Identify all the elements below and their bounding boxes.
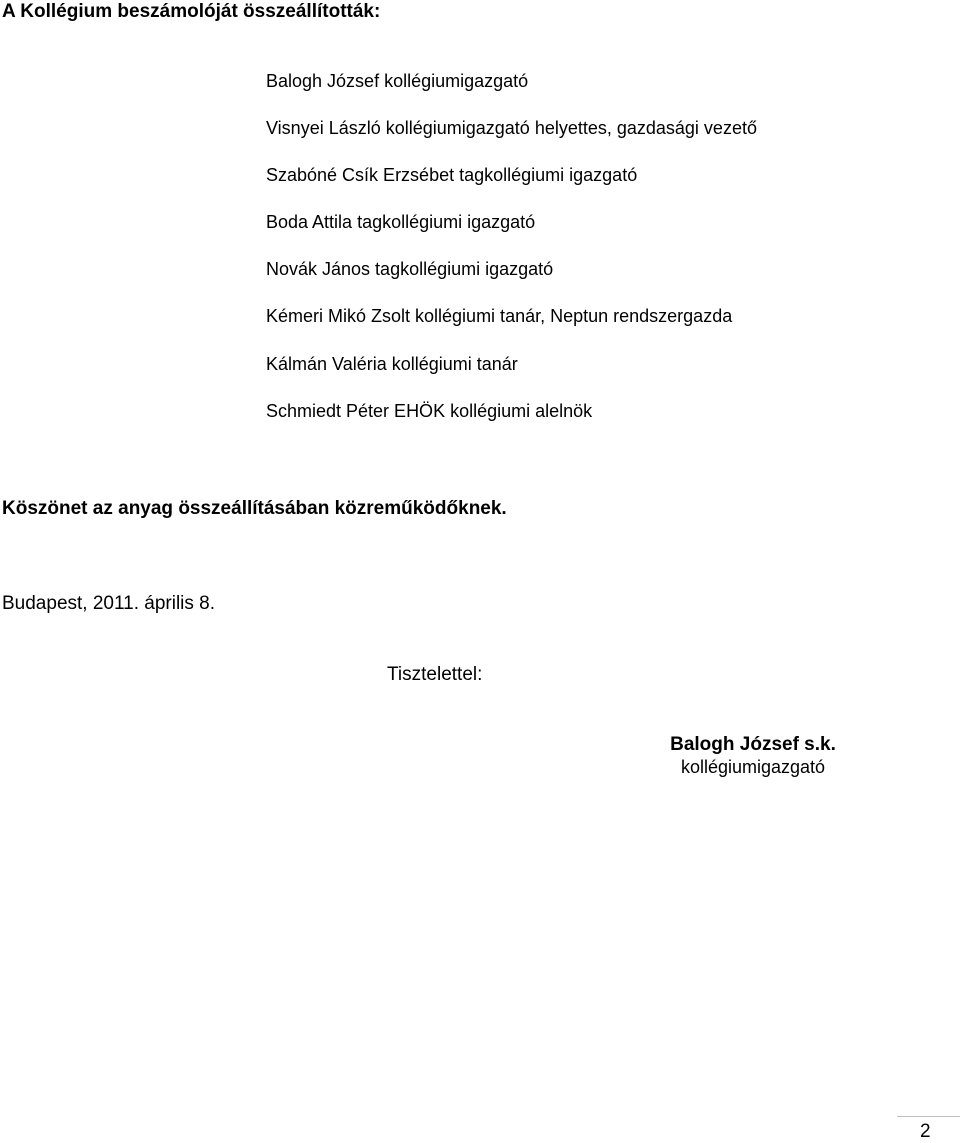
footer-rule — [897, 1116, 960, 1117]
author-item: Szabóné Csík Erzsébet tagkollégiumi igazgató — [266, 165, 638, 186]
place-date: Budapest, 2011. április 8. — [2, 593, 216, 614]
author-item: Schmiedt Péter EHÖK kollégiumi alelnök — [266, 400, 593, 421]
section-heading: A Kollégium beszámolóját összeállították: — [2, 1, 381, 22]
closing-greeting: Tisztelettel: — [387, 664, 483, 685]
signatory-role: kollégiumigazgató — [680, 757, 826, 777]
author-item: Boda Attila tagkollégiumi igazgató — [266, 212, 536, 233]
page-number: 2 — [920, 1121, 931, 1142]
author-item: Kálmán Valéria kollégiumi tanár — [266, 353, 518, 374]
author-item: Balogh József kollégiumigazgató — [266, 71, 529, 91]
signatory-name: Balogh József s.k. — [670, 734, 836, 755]
authors-list — [266, 69, 757, 446]
signature-block — [640, 734, 866, 778]
author-item: Novák János tagkollégiumi igazgató — [266, 259, 554, 280]
author-item: Visnyei László kollégiumigazgató helyettes, gazdasági vezető — [266, 118, 757, 139]
acknowledgement-text: Köszönet az anyag összeállításában közreműködőknek. — [2, 498, 507, 519]
author-item: Kémeri Mikó Zsolt kollégiumi tanár, Neptun rendszergazda — [266, 306, 733, 327]
